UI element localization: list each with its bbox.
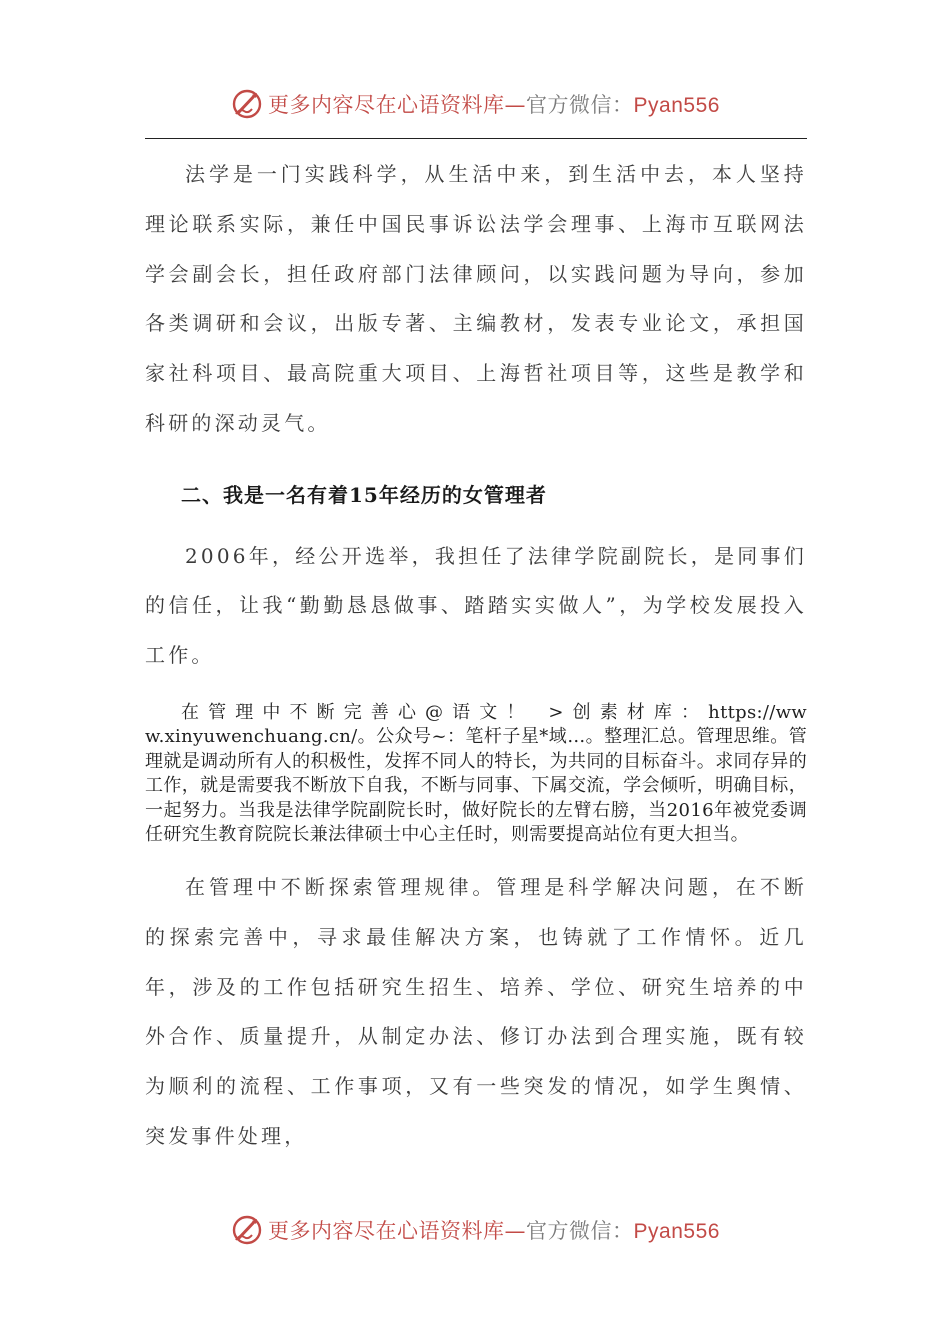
footer-banner-text [268, 1215, 720, 1245]
footer-banner [0, 1210, 950, 1250]
header-banner [0, 84, 950, 124]
spacer [145, 521, 807, 532]
paragraph-3-text: https://www.xinyuwenchuang.cn/。公众号~：笔杆子星*域…。整理汇总。管理思维。管理就是调动所有人的积极性，发挥不同人的特长，为共同的目标奋斗。求同存异的工作，就是需要我不断放下自我，不断与同事、下属交流，学会倾听，明确目标，一起努力。当我是法律学院副院长时，做好院长的左臂右膀，当2016年被党委调任研究生教育院院长兼法律硕士中心主任时，则需要提高站位有更大担当。 [145, 701, 807, 846]
header-banner-text [268, 89, 720, 119]
header-rule [145, 138, 807, 139]
paragraph-3 [145, 701, 807, 848]
paragraph-4: 在管理中不断探索管理规律。管理是科学解决问题，在不断的探索完善中，寻求最佳解决方案，也铸就了工作情怀。近几年，涉及的工作包括研究生招生、培养、学位、研究生培养的中外合作、质量提升，从制定办法、修订办法到合理实施，既有较为顺利的流程、工作事项，又有一些突发的情况，如学生舆情、突发事件处理， [145, 874, 807, 1148]
header-wechat-id: Pyan556 [633, 94, 720, 117]
paragraph-2: 2006年，经公开选举，我担任了法律学院副院长，是同事们的信任，让我“勤勤恳恳做事、踏踏实实做人”，为学校发展投入工作。 [145, 543, 807, 668]
pen-writing-logo-icon [230, 87, 264, 121]
pen-writing-logo-icon [230, 1213, 264, 1247]
header-dash: — [504, 93, 527, 117]
footer-dash: — [504, 1219, 527, 1243]
spacer [145, 449, 807, 460]
section-heading-2: 二、我是一名有着15年经历的女管理者 [181, 482, 547, 507]
footer-site-text: 更多内容尽在心语资料库 [268, 1219, 505, 1243]
header-wechat-label: 官方微信： [526, 93, 634, 117]
header-site-text: 更多内容尽在心语资料库 [268, 93, 505, 117]
document-body [145, 150, 807, 1162]
footer-wechat-id: Pyan556 [633, 1220, 720, 1243]
paragraph-3-spaced-text: 在管理中不断完善心@语文！ >创素材库： [181, 701, 709, 723]
paragraph-1: 法学是一门实践科学，从生活中来，到生活中去，本人坚持理论联系实际，兼任中国民事诉讼法学会理事、上海市互联网法学会副会长，担任政府部门法律顾问，以实践问题为导向，参加各类调研和会议，出版专著、主编教材，发表专业论文，承担国家社科项目、最高院重大项目、上海哲社项目等，这些是教学和科研的深动灵气。 [145, 162, 807, 435]
footer-wechat-label: 官方微信： [526, 1219, 634, 1243]
